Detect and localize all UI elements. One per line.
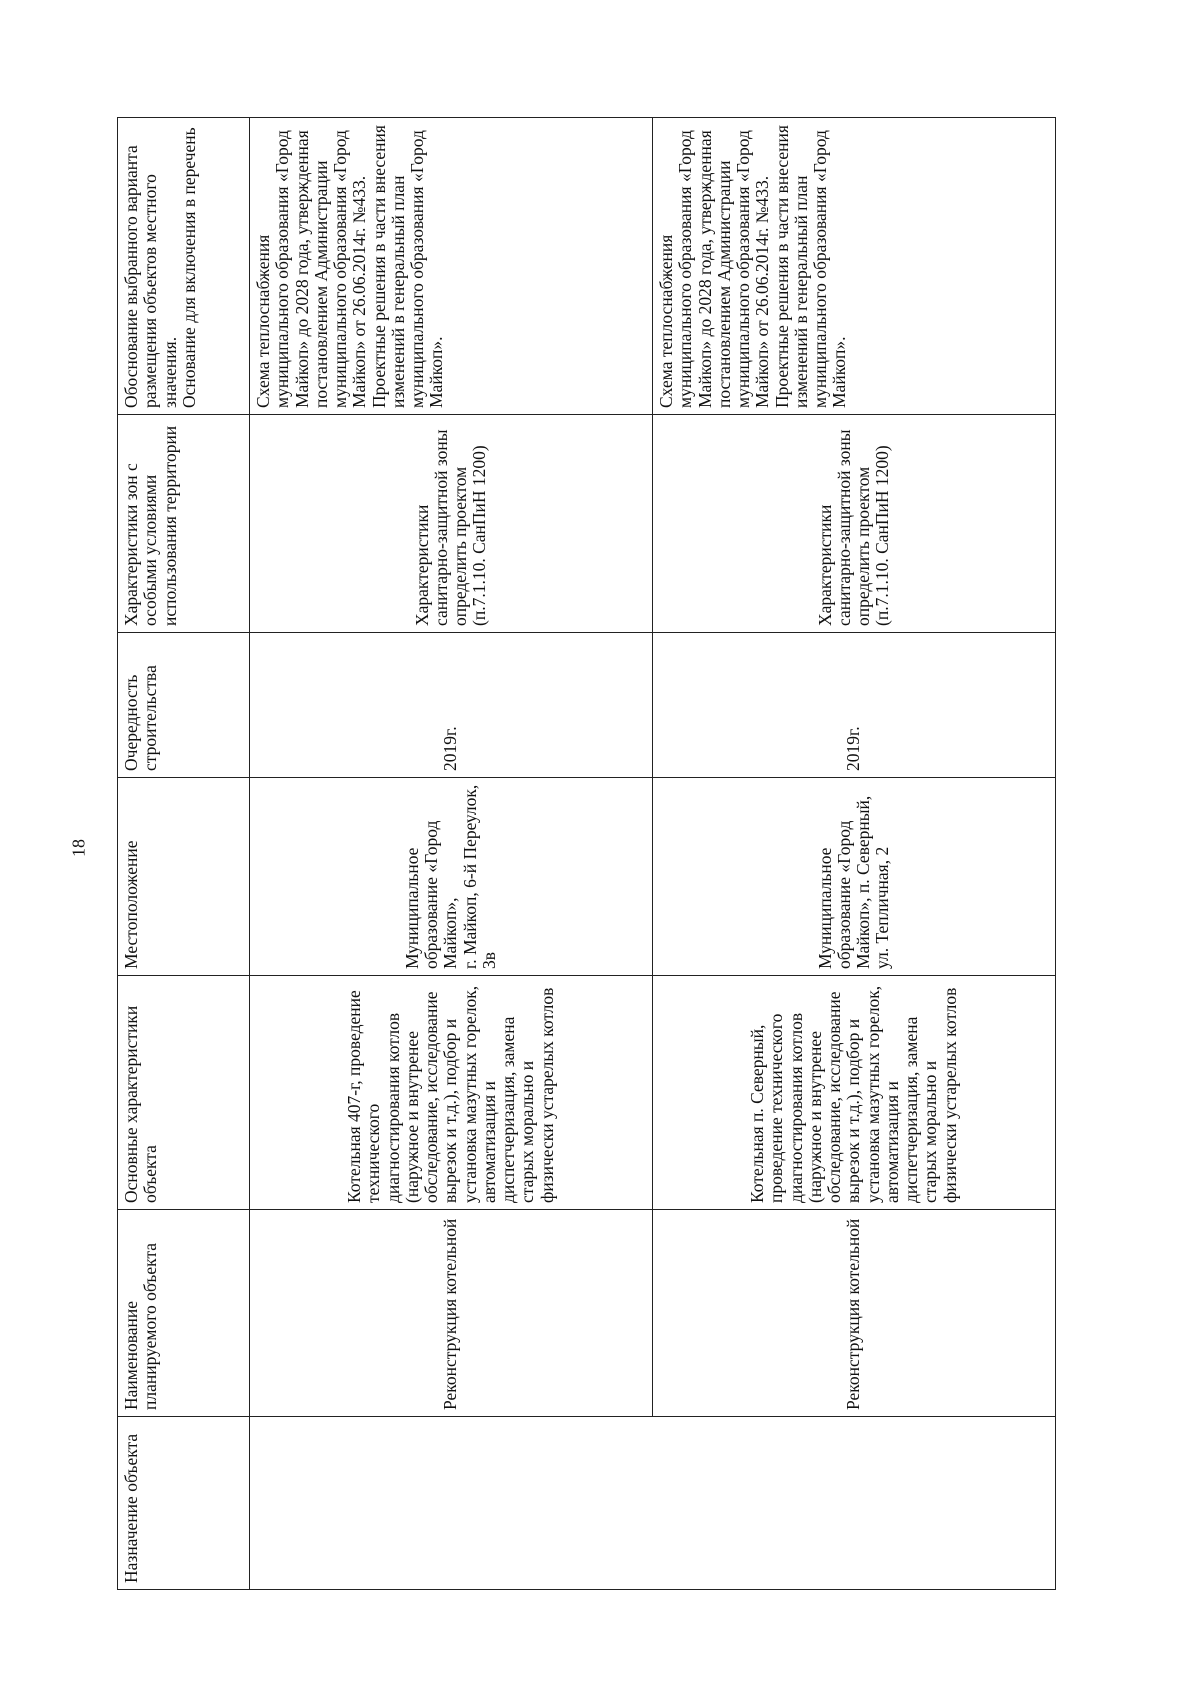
cell-name: Реконструкция котельной [250, 1210, 653, 1417]
cell-location: Муниципальное образование «Город Майкоп», г. Майкоп, 6-й Переулок, 3в [250, 778, 653, 976]
header-purpose: Назначение объекта [118, 1417, 250, 1590]
header-justification: Обоснование выбранного варианта размещения объектов местного значения. Основание для включения в перечень [118, 118, 250, 415]
cell-queue: 2019г. [250, 633, 653, 778]
cell-location: Муниципальное образование «Город Майкоп», п. Северный, ул. Тепличная, 2 [653, 778, 1056, 976]
header-zones: Характеристики зон с особыми условиями использования территории [118, 415, 250, 633]
cell-characteristics: Котельная п. Северный, проведение технического диагностирования котлов (наружное и внутренее обследование, исследование вырезок и т.д.), подбор и установка мазутных горелок, автоматизация и диспетчеризация, замена старых морально и физически устарелых котлов [653, 976, 1056, 1210]
cell-justification: Схема теплоснабжения муниципального образования «Город Майкоп» до 2028 года, утвержденная постановлением Администрации муниципального образования «Город Майкоп» от 26.06.2014г. №433. Проектные решения в части внесения изменений в генеральный план муниципального образования «Город Майкоп». [653, 118, 1056, 415]
cell-zones: Характеристики санитарно-защитной зоны определить проектом (п.7.1.10. СанПиН 1200) [653, 415, 1056, 633]
cell-name: Реконструкция котельной [653, 1210, 1056, 1417]
page-number: 18 [68, 839, 89, 857]
cell-zones: Характеристики санитарно-защитной зоны определить проектом (п.7.1.10. СанПиН 1200) [250, 415, 653, 633]
header-characteristics: Основные характеристики объекта [118, 976, 250, 1210]
objects-table [117, 117, 1056, 1590]
table-row [250, 118, 653, 1590]
table-header-row [118, 118, 250, 1590]
cell-justification: Схема теплоснабжения муниципального образования «Город Майкоп» до 2028 года, утвержденная постановлением Администрации муниципального образования «Город Майкоп» от 26.06.2014г. №433. Проектные решения в части внесения изменений в генеральный план муниципального образования «Город Майкоп». [250, 118, 653, 415]
table-container [117, 118, 1055, 1590]
header-name: Наименование планируемого объекта [118, 1210, 250, 1417]
cell-characteristics: Котельная 407-г, проведение технического диагностирования котлов (наружное и внутренее обследование, исследование вырезок и т.д.), подбор и установка мазутных горелок, автоматизация и диспетчеризация, замена старых морально и физически устарелых котлов [250, 976, 653, 1210]
cell-queue: 2019г. [653, 633, 1056, 778]
cell-purpose [250, 1417, 1056, 1590]
header-queue: Очередность строительства [118, 633, 250, 778]
table-row [653, 118, 1056, 1590]
header-location: Местоположение [118, 778, 250, 976]
